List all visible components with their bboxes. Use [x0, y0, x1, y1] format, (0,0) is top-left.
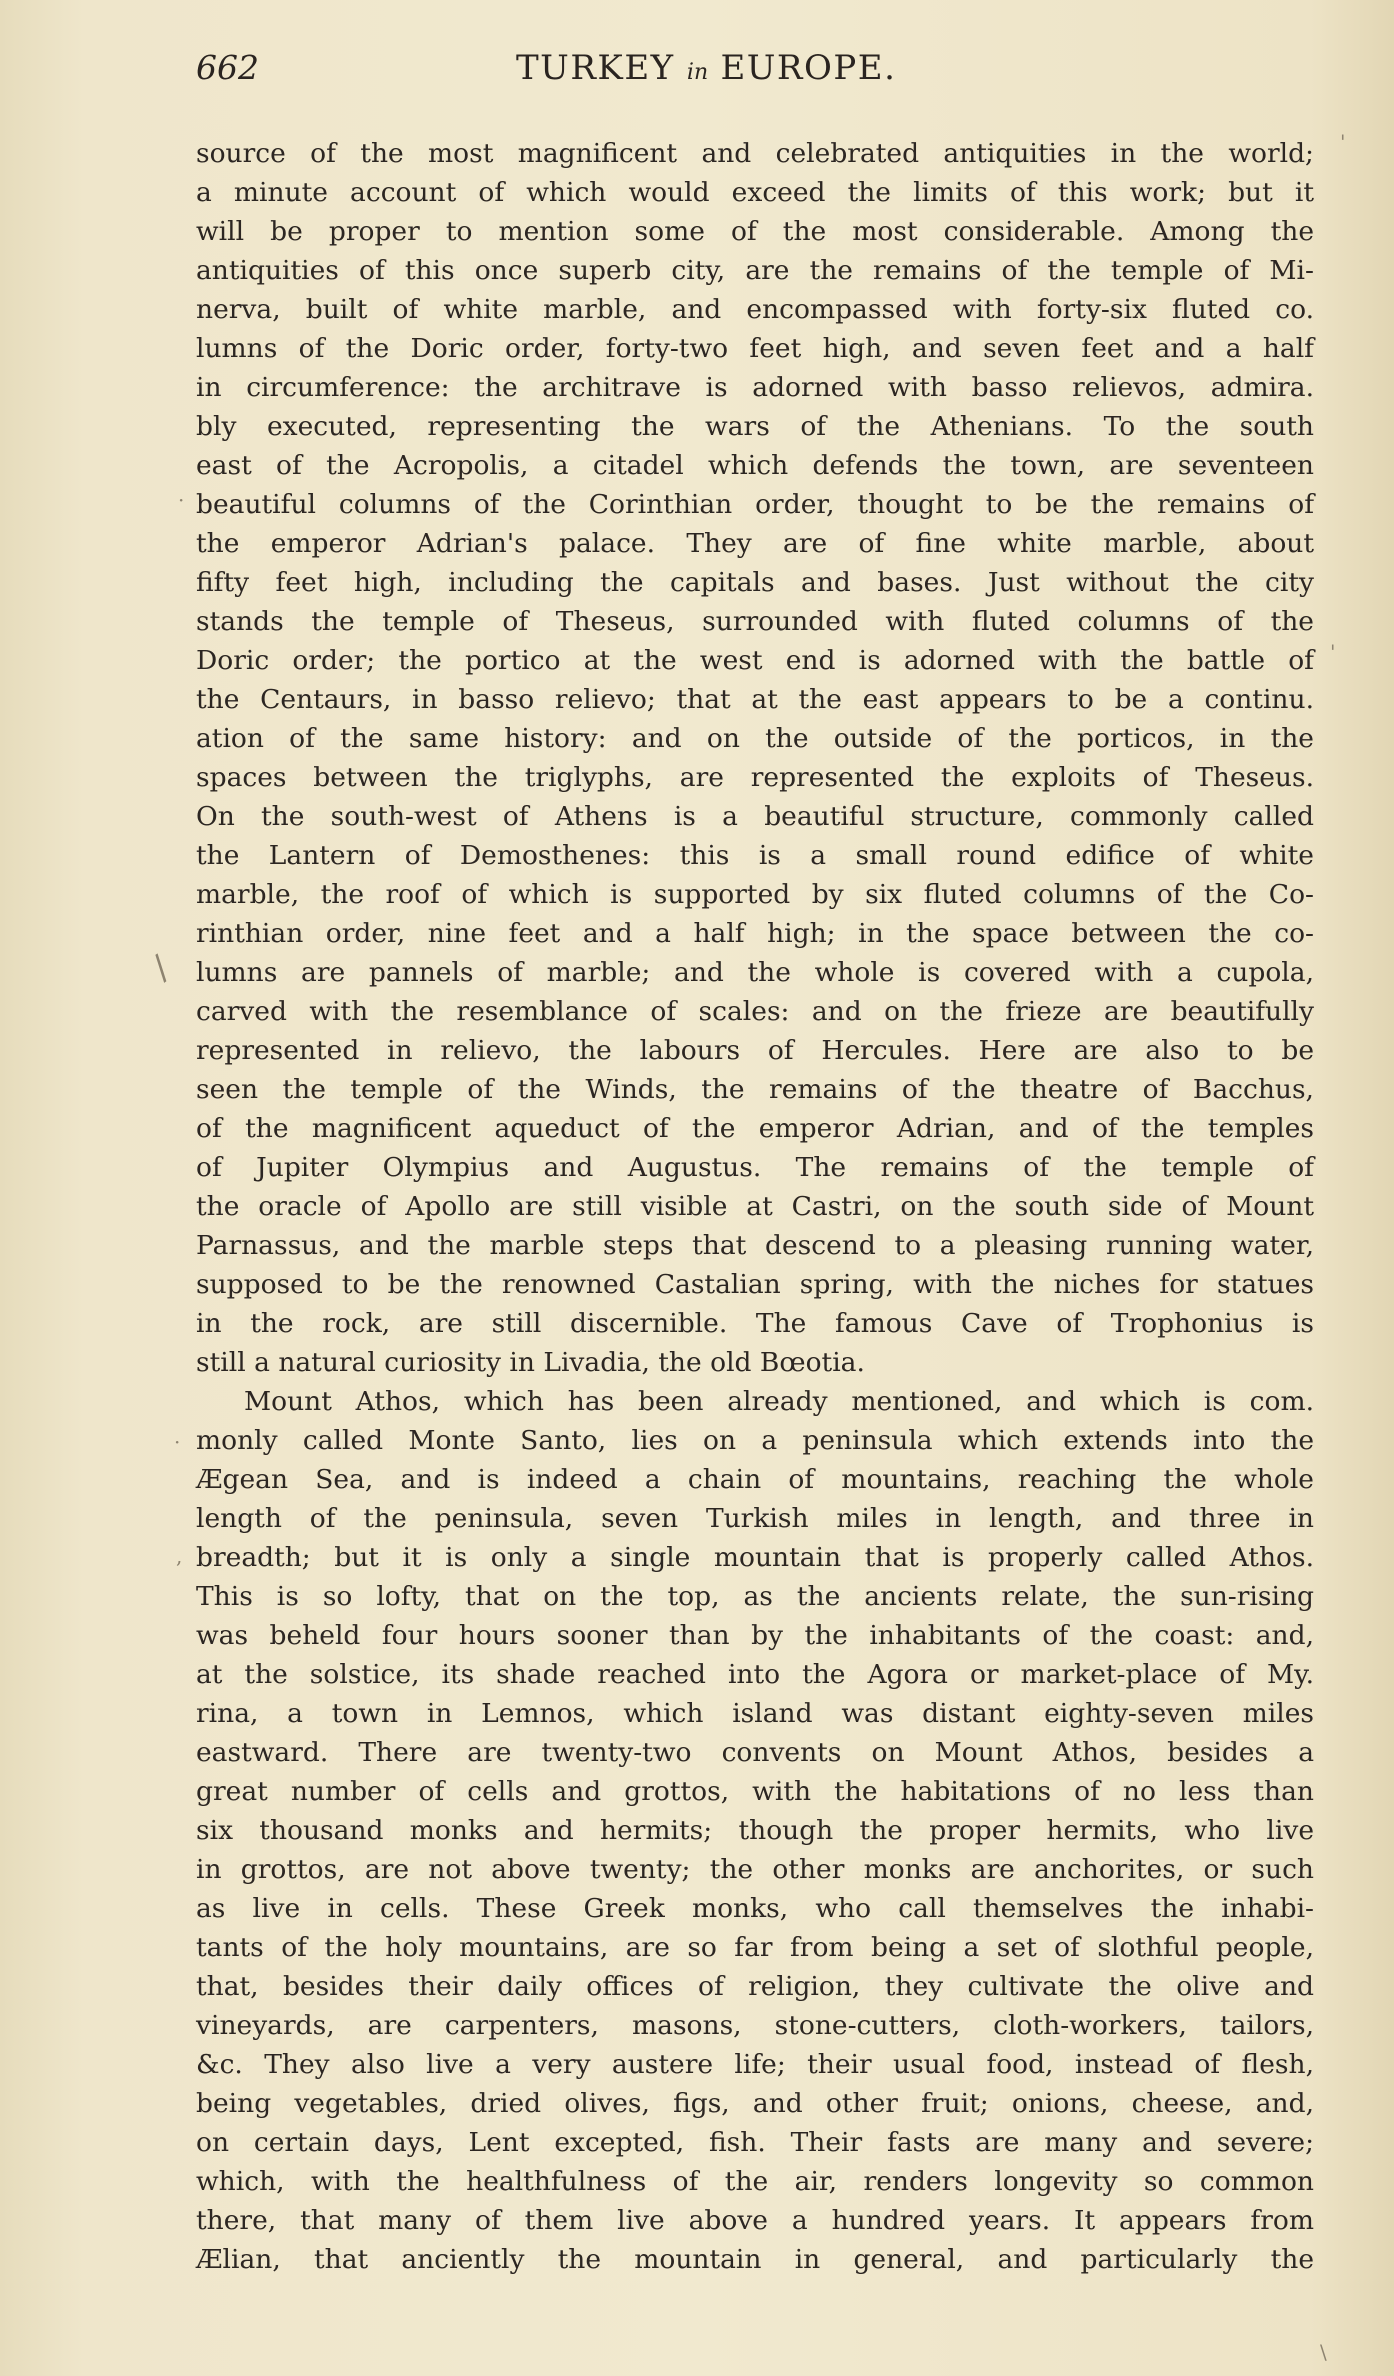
text-line: which, with the healthfulness of the air, renders longevity so common [196, 2166, 1314, 2197]
text-line: beautiful columns of the Corinthian order, thought to be the remains of [196, 489, 1314, 520]
text-line: On the south-west of Athens is a beautiful structure, commonly called [196, 801, 1314, 832]
text-line: in circumference: the architrave is adorned with basso relievos, admira. [196, 372, 1314, 403]
text-line: spaces between the triglyphs, are represented the exploits of Theseus. [196, 762, 1314, 793]
text-line: the emperor Adrian's palace. They are of fine white marble, about [196, 528, 1314, 559]
margin-mark: · [178, 488, 185, 512]
text-line: marble, the roof of which is supported by six fluted columns of the Co- [196, 879, 1314, 910]
text-line: monly called Monte Santo, lies on a peninsula which extends into the [196, 1425, 1314, 1456]
text-line: rina, a town in Lemnos, which island was distant eighty-seven miles [196, 1698, 1314, 1729]
text-line: great number of cells and grottos, with the habitations of no less than [196, 1776, 1314, 1807]
text-line: of the magnificent aqueduct of the emperor Adrian, and of the temples [196, 1113, 1314, 1144]
text-line: being vegetables, dried olives, figs, and other fruit; onions, cheese, and, [196, 2088, 1314, 2119]
margin-mark: , [176, 1544, 183, 1568]
text-line: Ægean Sea, and is indeed a chain of mountains, reaching the whole [196, 1464, 1314, 1495]
text-line: bly executed, representing the wars of the Athenians. To the south [196, 411, 1314, 442]
running-head-word-1: TURKEY [516, 48, 675, 88]
text-line: eastward. There are twenty-two convents on Mount Athos, besides a [196, 1737, 1314, 1768]
text-line: of Jupiter Olympius and Augustus. The remains of the temple of [196, 1152, 1314, 1183]
margin-pencil-mark: / [144, 948, 177, 988]
paragraph-first-line: Mount Athos, which has been already mentioned, and which is com. [244, 1386, 1314, 1417]
text-line: a minute account of which would exceed the limits of this work; but it [196, 177, 1314, 208]
text-line: This is so lofty, that on the top, as the ancients relate, the sun-rising [196, 1581, 1314, 1612]
text-line: on certain days, Lent excepted, fish. Their fasts are many and severe; [196, 2127, 1314, 2158]
text-line: source of the most magnificent and celebrated antiquities in the world; [196, 138, 1314, 169]
text-line: at the solstice, its shade reached into the Agora or market-place of My. [196, 1659, 1314, 1690]
text-line: as live in cells. These Greek monks, who call themselves the inhabi- [196, 1893, 1314, 1924]
text-line: the Lantern of Demosthenes: this is a small round edifice of white [196, 840, 1314, 871]
text-line: Doric order; the portico at the west end is adorned with the battle of [196, 645, 1314, 676]
text-line: will be proper to mention some of the most considerable. Among the [196, 216, 1314, 247]
margin-mark: · [174, 1430, 181, 1454]
margin-mark: \ [1320, 2340, 1327, 2364]
text-line: nerva, built of white marble, and encompassed with forty-six fluted co. [196, 294, 1314, 325]
text-line: six thousand monks and hermits; though the proper hermits, who live [196, 1815, 1314, 1846]
page-header [196, 48, 1316, 100]
text-line: tants of the holy mountains, are so far from being a set of slothful people, [196, 1932, 1314, 1963]
text-line: there, that many of them live above a hundred years. It appears from [196, 2205, 1314, 2236]
text-line: supposed to be the renowned Castalian spring, with the niches for statues [196, 1269, 1314, 1300]
text-line: the oracle of Apollo are still visible at Castri, on the south side of Mount [196, 1191, 1314, 1222]
text-line: breadth; but it is only a single mountain that is properly called Athos. [196, 1542, 1314, 1573]
text-line: Ælian, that anciently the mountain in general, and particularly the [196, 2244, 1314, 2275]
text-line: in the rock, are still discernible. The famous Cave of Trophonius is [196, 1308, 1314, 1339]
text-line: fifty feet high, including the capitals and bases. Just without the city [196, 567, 1314, 598]
text-line: length of the peninsula, seven Turkish miles in length, and three in [196, 1503, 1314, 1534]
text-line: rinthian order, nine feet and a half high; in the space between the co- [196, 918, 1314, 949]
text-line: carved with the resemblance of scales: and on the frieze are beautifully [196, 996, 1314, 1027]
text-line: was beheld four hours sooner than by the inhabitants of the coast: and, [196, 1620, 1314, 1651]
text-line: east of the Acropolis, a citadel which defends the town, are seventeen [196, 450, 1314, 481]
paragraph-last-line: still a natural curiosity in Livadia, the old Bœotia. [196, 1347, 865, 1378]
body-text [196, 134, 1314, 2279]
margin-mark: ' [1340, 130, 1346, 154]
running-head-connector: in [686, 60, 709, 85]
text-line: ation of the same history: and on the outside of the porticos, in the [196, 723, 1314, 754]
text-line: in grottos, are not above twenty; the other monks are anchorites, or such [196, 1854, 1314, 1885]
text-line: stands the temple of Theseus, surrounded with fluted columns of the [196, 606, 1314, 637]
text-line: seen the temple of the Winds, the remains of the theatre of Bacchus, [196, 1074, 1314, 1105]
text-line: that, besides their daily offices of religion, they cultivate the olive and [196, 1971, 1314, 2002]
text-line: lumns of the Doric order, forty-two feet high, and seven feet and a half [196, 333, 1314, 364]
text-line: Parnassus, and the marble steps that descend to a pleasing running water, [196, 1230, 1314, 1261]
margin-mark: ' [1330, 640, 1336, 664]
text-line: vineyards, are carpenters, masons, stone-cutters, cloth-workers, tailors, [196, 2010, 1314, 2041]
running-head [516, 48, 896, 88]
text-line: the Centaurs, in basso relievo; that at the east appears to be a continu. [196, 684, 1314, 715]
text-line: lumns are pannels of marble; and the whole is covered with a cupola, [196, 957, 1314, 988]
running-head-word-2: EUROPE. [720, 48, 897, 88]
text-line: represented in relievo, the labours of Hercules. Here are also to be [196, 1035, 1314, 1066]
text-line: antiquities of this once superb city, are the remains of the temple of Mi- [196, 255, 1314, 286]
text-line: &c. They also live a very austere life; their usual food, instead of flesh, [196, 2049, 1314, 2080]
page-number: 662 [196, 48, 259, 87]
